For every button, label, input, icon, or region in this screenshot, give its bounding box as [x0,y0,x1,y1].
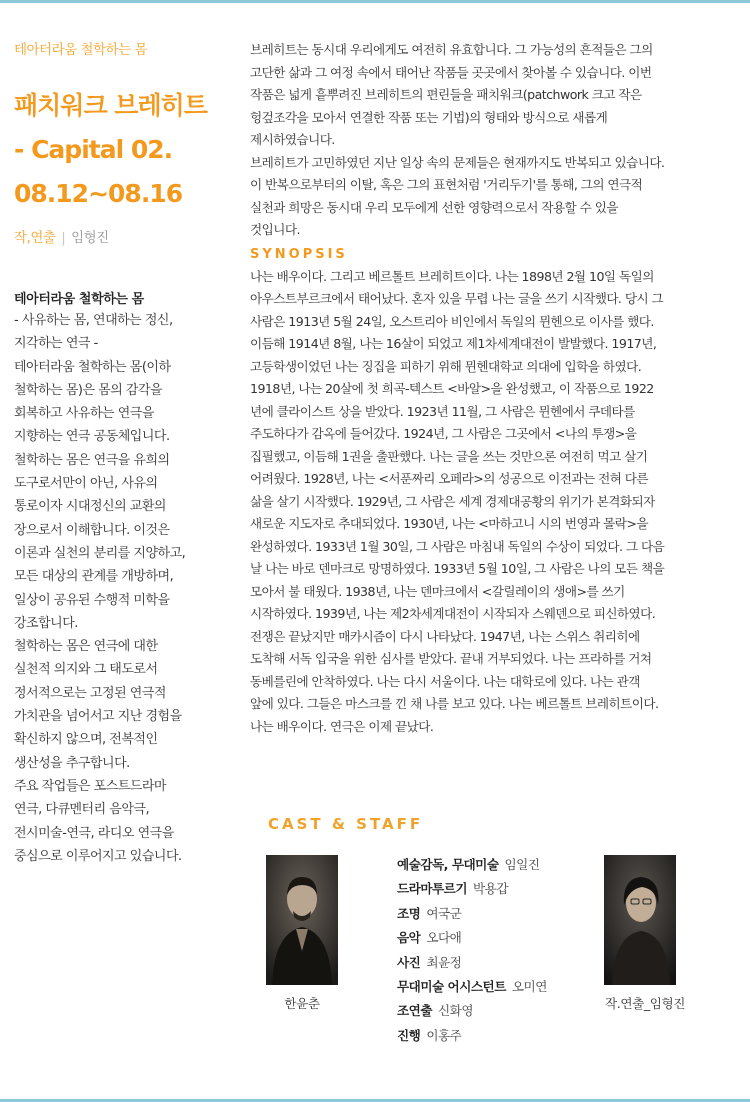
staff-name: 여국군 [426,905,462,921]
synopsis-line: 어려웠다. 1928년, 나는 <서푼짜리 오페라>의 성공으로 이전과는 전혀 다른 [250,471,649,486]
intro-line: 헝겊조각을 모아서 연결한 작품 또는 기법)의 형태와 방식으로 새롭게 [250,109,608,125]
intro-paragraph [250,39,740,242]
title-line: - Capital 02. [14,135,173,164]
company-desc-line: 철학하는 몸은 연극을 유희의 [14,452,170,468]
staff-row [397,926,597,950]
staff-role: 진행 [397,1027,421,1043]
staff-list [397,853,597,1048]
synopsis-line: 나는 배우이다. 연극은 이제 끝났다. [250,718,434,734]
synopsis-line: 주도하다가 감옥에 들어갔다. 1924년, 그 사람은 그곳에서 <나의 투쟁>을 [250,426,637,441]
intro-line: 실천과 희망은 동시대 우리 모두에게 선한 영향력으로서 작용할 수 있을 [250,199,618,215]
staff-name: 오미연 [511,979,547,995]
intro-line: 이 반복으로부터의 이탈, 혹은 그의 표현처럼 '거리두기'를 통해, 그의 연극적 [250,177,643,192]
synopsis-line: 도착해 서독 입국을 위한 심사를 받았다. 끝내 거부되었다. 나는 프라하를 거쳐 [250,651,652,666]
company-desc-line: 강조합니다. [14,615,78,631]
company-desc-line: 확신하지 않으며, 전복적인 [14,732,158,748]
staff-role: 예술감독, 무대미술 [397,857,499,872]
credit-role: 작,연출 [14,230,56,246]
staff-name: 임일진 [504,857,540,872]
intro-line: 브레히트는 동시대 우리에게도 여전히 유효합니다. 그 가능성의 흔적들은 그의 [250,42,653,57]
synopsis-line: 시작하였다. 1939년, 나는 제2차세계대전이 시작되자 스웨덴으로 피신하였다. [250,606,656,621]
synopsis-line: 나는 배우이다. 그리고 베르톨트 브레히트이다. 나는 1898년 2월 10일 독일의 [250,268,654,284]
staff-role: 드라마투르기 [397,881,467,897]
company-desc-line: 실천적 의지와 그 태도로서 [14,662,158,678]
intro-line: 고단한 삶과 그 여정 속에서 태어난 작품들 곳곳에서 찾아볼 수 있습니다. 이번 [250,64,652,80]
left-column [14,38,220,868]
company-desc-line: 회복하고 사유하는 연극을 [14,406,154,422]
synopsis-line: 삶을 살기 시작했다. 1929년, 그 사람은 세계 경제대공황의 위기가 본격화되자 [250,493,655,509]
intro-line: 것입니다. [250,222,300,237]
synopsis-line: 전쟁은 끝났지만 매카시즘이 다시 나타났다. 1947년, 나는 스위스 취리히에 [250,628,640,644]
right-column [250,39,740,738]
synopsis-line: 새로운 지도자로 추대되었다. 1930년, 나는 <마하고니 시의 번영과 몰락>을 [250,516,649,531]
synopsis-paragraph [250,266,740,739]
synopsis-line: 고등학생이었던 나는 징집을 피하기 위해 뮌헨대학교 의대에 입학을 하였다. [250,358,642,374]
company-desc-line: 테아터라움 철학하는 몸(이하 [14,359,171,375]
intro-line: 제시하였습니다. [250,132,335,147]
title-line: 패치워크 브레히트 [14,91,207,120]
staff-role: 조명 [397,905,421,921]
synopsis-line: 모아서 불 태웠다. 1938년, 나는 덴마크에서 <갈릴레이의 생애>를 쓰기 [250,583,625,599]
top-rule [0,0,750,3]
company-desc-line: 장으로서 이해합니다. 이것은 [14,522,170,538]
synopsis-line: 년에 클라이스트 상을 받았다. 1923년 11월, 그 사람은 뮌헨에서 쿠데타를 [250,403,635,419]
synopsis-line: 사람은 1913년 5월 24일, 오스트리아 비인에서 독일의 뮌헨으로 이사를 했다. [250,313,654,329]
staff-role: 음악 [397,930,421,946]
staff-name: 이홍주 [426,1027,462,1043]
company-desc-line: 이론과 실천의 분리를 지양하고, [14,545,186,561]
company-desc-line: 통로이자 시대정신의 교환의 [14,499,166,515]
company-desc-line: 전시미술-연극, 라디오 연극을 [14,825,174,841]
company-desc-line: 지각하는 연극 - [14,336,98,352]
actor-photo [266,855,338,985]
company-desc-line: 생산성을 추구합니다. [14,755,130,771]
company-desc-line: - 사유하는 몸, 연대하는 정신, [14,313,173,328]
intro-line: 브레히트가 고민하였던 지난 일상 속의 문제들은 현재까지도 반복되고 있습니다. [250,154,665,170]
synopsis-line: 완성하였다. 1933년 1월 30일, 그 사람은 마침내 독일의 수상이 되었다. 그 다음 [250,538,665,554]
credit-name: 임형진 [71,230,109,246]
synopsis-heading: SYNOPSIS [250,246,348,262]
synopsis-line: 아우스트부르크에서 태어났다. 혼자 있을 무렵 나는 글을 쓰기 시작했다. 당시 그 [250,291,664,306]
staff-row [397,1024,597,1048]
synopsis-line: 집필했고, 이듬해 1권을 출판했다. 나는 글을 쓰는 것만으론 여전히 먹고 살기 [250,448,648,464]
intro-line: 작품은 넓게 흩뿌려진 브레히트의 편린들을 패치워크(patchwork 크고 작은 [250,87,642,102]
synopsis-line: 1918년, 나는 20살에 첫 희곡-텍스트 <바알>을 완성했고, 이 작품으로 1922 [250,381,654,396]
company-desc-line: 주요 작업들은 포스트드라마 [14,778,166,794]
staff-role: 사진 [397,954,421,970]
company-desc-line: 연극, 다큐멘터리 음악극, [14,802,150,818]
staff-row [397,975,597,999]
company-desc-line: 중심으로 이루어지고 있습니다. [14,848,182,864]
credit-separator: | [61,230,66,246]
staff-row [397,999,597,1023]
actor-caption: 한윤춘 [284,996,320,1011]
director-credit [14,226,220,246]
company-desc-line: 일상이 공유된 수행적 미학을 [14,592,170,608]
synopsis-line: 앞에 있다. 그들은 마스크를 낀 채 나를 보고 있다. 나는 베르톨트 브레히트이다. [250,696,659,711]
staff-name: 신화영 [438,1003,473,1019]
staff-role: 무대미술 어시스턴트 [397,979,506,995]
staff-row [397,877,597,901]
company-description [14,309,220,868]
staff-name: 박용갑 [473,881,508,897]
synopsis-line: 날 나는 바로 덴마크로 망명하였다. 1933년 5월 10일, 그 사람은 나의 모든 책을 [250,561,665,576]
staff-role: 조연출 [397,1003,432,1019]
company-label: 테아터라움 철학하는 몸 [14,42,147,58]
director-photo [604,855,676,985]
company-heading: 테아터라움 철학하는 몸 [14,292,144,307]
company-desc-line: 가치관을 넘어서고 지난 경험을 [14,709,182,725]
synopsis-line: 이듬해 1914년 8월, 나는 16살이 되었고 제1차세계대전이 발발했다. 1917년, [250,336,657,351]
company-desc-line: 지향하는 연극 공동체입니다. [14,429,170,445]
company-desc-line: 철학하는 몸은 연극에 대한 [14,639,158,655]
cast-staff-heading: CAST & STAFF [268,815,424,833]
director-caption: 작.연출_임형진 [604,996,686,1011]
staff-name: 오다애 [426,930,462,946]
staff-row [397,902,597,926]
company-desc-line: 도구로서만이 아닌, 사유의 [14,476,158,492]
title-line: 08.12~08.16 [14,179,183,208]
company-desc-line: 철학하는 몸)은 몸의 감각을 [14,382,163,398]
company-desc-line: 정서적으로는 고정된 연극적 [14,685,166,701]
staff-row [397,951,597,975]
company-desc-line: 모든 대상의 관계를 개방하며, [14,569,174,585]
synopsis-line: 동베를린에 안착하였다. 나는 다시 서울이다. 나는 대학로에 있다. 나는 관객 [250,673,640,689]
production-title [14,84,220,216]
staff-name: 최윤정 [426,954,462,970]
staff-row [397,853,597,877]
